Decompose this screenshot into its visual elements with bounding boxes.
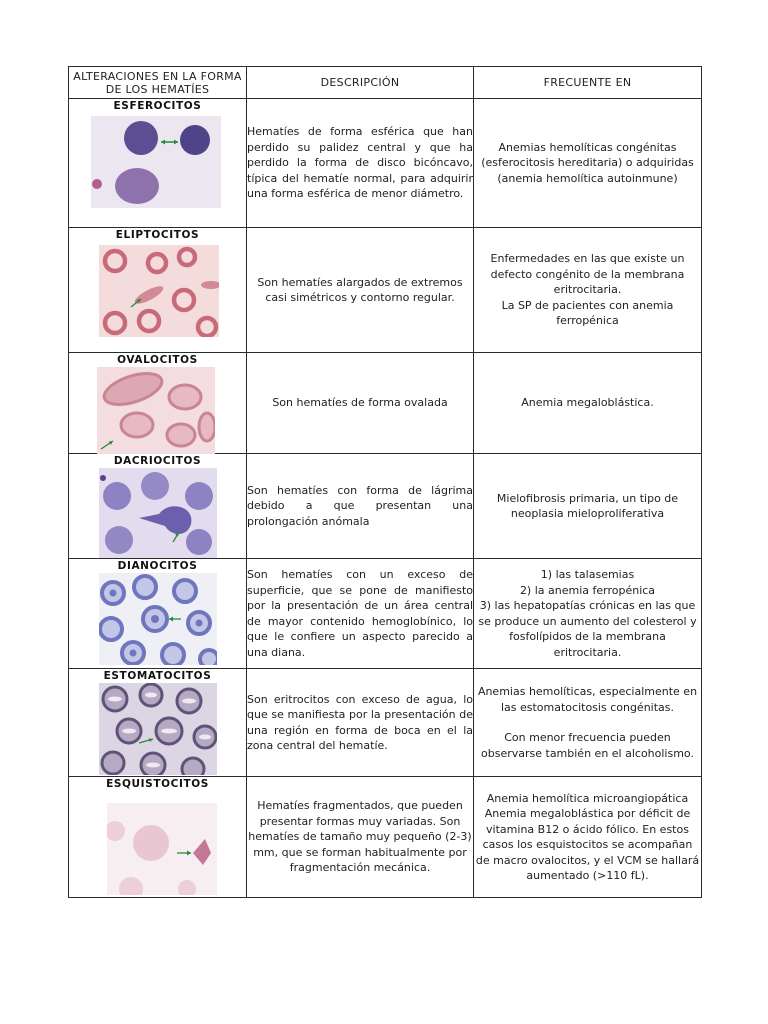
- frequent-item: Mielofibrosis primaria, un tipo de neoplasia mieloproliferativa: [496, 491, 679, 520]
- cell-eliptocitos-image: [69, 228, 247, 353]
- row-dacriocitos: [69, 454, 702, 559]
- header-alteraciones: ALTERACIONES EN LA FORMA DE LOS HEMATÍES: [69, 67, 247, 99]
- hematies-table: [68, 66, 702, 898]
- frequent-item: 2) la anemia ferropénica: [519, 583, 656, 597]
- estomatocitos-micrograph: [99, 683, 217, 775]
- cell-esquistocitos-image: [69, 777, 247, 898]
- frequent-item: Con menor frecuencia pueden observarse también en el alcoholismo.: [481, 731, 694, 760]
- frequent-item: Anemia megaloblástica.: [521, 396, 654, 410]
- cell-name: ELIPTOCITOS: [115, 229, 200, 241]
- cell-dianocitos-image: [69, 559, 247, 669]
- frequent-item: 3) las hepatopatías crónicas en las que se produce un aumento del colesterol y fosfolípidos de la membrana eritrocitaria.: [478, 599, 697, 659]
- cell-name: OVALOCITOS: [117, 354, 198, 366]
- description-dacriocitos: Son hematíes con forma de lágrima debido a que presentan una prolongación anómala: [247, 454, 474, 559]
- header-row: [69, 67, 702, 99]
- cell-name: DIANOCITOS: [117, 560, 198, 572]
- eliptocitos-micrograph: [99, 245, 219, 337]
- description-estomatocitos: Son eritrocitos con exceso de agua, lo que se manifiesta por la presentación de una región en forma de boca en el la zona central del hematíe.: [247, 669, 474, 777]
- frequent-item: La SP de pacientes con anemia ferropénica: [501, 298, 674, 328]
- cell-name: DACRIOCITOS: [113, 455, 202, 467]
- frequent-item: Anemias hemolíticas, especialmente en las estomatocitosis congénitas.: [477, 685, 698, 714]
- frequent-esferocitos: [474, 99, 702, 228]
- row-estomatocitos: [69, 669, 702, 777]
- row-esferocitos: [69, 99, 702, 228]
- description-dianocitos: Son hematíes con un exceso de superficie, que se pone de manifiesto por la presentación de un área central de mayor contenido hemoglobínico, lo que le confiere un aspecto parecido a una diana.: [247, 559, 474, 669]
- description-eliptocitos: Son hematíes alargados de extremos casi simétricos y contorno regular.: [247, 228, 474, 353]
- row-dianocitos: [69, 559, 702, 669]
- cell-dacriocitos-image: [69, 454, 247, 559]
- esquistocitos-micrograph: [107, 803, 217, 895]
- frequent-item: Enfermedades en las que existe un defecto congénito de la membrana eritrocitaria.: [490, 252, 685, 297]
- esferocitos-micrograph: [91, 116, 221, 208]
- cell-esferocitos-image: [69, 99, 247, 228]
- frequent-item: Anemia hemolítica microangiopática Anemia megaloblástica por déficit de vitamina B12 o ácido fólico. En estos casos los esquistocitos se acompañan de macro ovalocitos, y el VCM se hallará aumentado (>110 fL).: [475, 791, 700, 882]
- frequent-item: 1) las talasemias: [540, 568, 635, 581]
- description-esquistocitos: Hematíes fragmentados, que pueden presentar formas muy variadas. Son hematíes de tamaño muy pequeño (2-3) mm, que se forman habitualmente por fragmentación mecánica.: [247, 777, 474, 898]
- cell-name: ESQUISTOCITOS: [106, 778, 209, 790]
- ovalocitos-micrograph: [97, 367, 215, 454]
- frequent-eliptocitos: [474, 228, 702, 353]
- header-descripcion: DESCRIPCIÓN: [247, 67, 474, 99]
- cell-estomatocitos-image: [69, 669, 247, 777]
- description-ovalocitos: Son hematíes de forma ovalada: [247, 353, 474, 454]
- cell-name: ESTOMATOCITOS: [103, 670, 212, 682]
- frequent-ovalocitos: [474, 353, 702, 454]
- header-frecuente: FRECUENTE EN: [474, 67, 702, 99]
- frequent-dacriocitos: [474, 454, 702, 559]
- frequent-item: Anemias hemolíticas congénitas (esferocitosis hereditaria) o adquiridas (anemia hemolítica autoinmune): [481, 140, 694, 185]
- frequent-estomatocitos: [474, 669, 702, 777]
- frequent-dianocitos: [474, 559, 702, 669]
- row-ovalocitos: [69, 353, 702, 454]
- frequent-esquistocitos: [474, 777, 702, 898]
- cell-ovalocitos-image: [69, 353, 247, 454]
- dianocitos-micrograph: [99, 573, 217, 665]
- cell-name: ESFEROCITOS: [113, 100, 202, 112]
- row-eliptocitos: [69, 228, 702, 353]
- row-esquistocitos: [69, 777, 702, 898]
- dacriocitos-micrograph: [99, 468, 217, 558]
- description-esferocitos: Hematíes de forma esférica que han perdido su palidez central y que ha perdido la forma de disco bicóncavo, típica del hematíe normal, para adquirir una forma esférica de menor diámetro.: [247, 99, 474, 228]
